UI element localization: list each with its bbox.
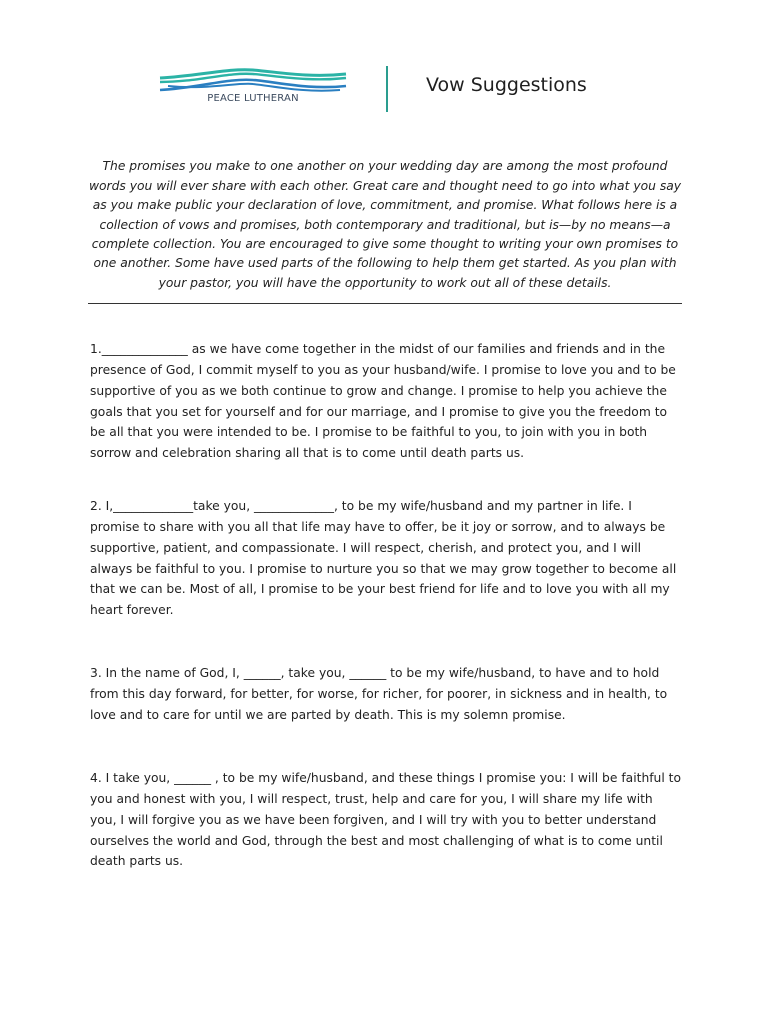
logo-waves-icon (158, 66, 348, 96)
vow-2: 2. I,_____________take you, _____________, to be my wife/husband and my partner in life. I promise to share with you all that life may have to offer, be it joy or sorrow, and to always be supportive, patient, and compassionate. I will respect, cherish, and protect you, and I will always be faithful to you. I promise to nurture you so that we may grow together to become all that we can be. Most of all, I promise to be your best friend for life and to love you with all my heart forever. (90, 499, 677, 618)
vow-3: 3. In the name of God, I, ______, take you, ______ to be my wife/husband, to have and to hold from this day forward, for better, for worse, for richer, for poorer, in sickness and in health, to love and to care for until we are parted by death. This is my solemn promise. (90, 666, 668, 722)
document-header (0, 0, 770, 130)
header-divider (386, 66, 388, 112)
intro-paragraph: The promises you make to one another on your wedding day are among the most profound words you will ever share with each other. Great care and thought need to go into what you say as you make public your declaration of love, commitment, and promise. What follows here is a collection of vows and promises, both contemporary and traditional, but is—by no means—a complete collection. You are encouraged to give some thought to writing your own promises to one another. Some have used parts of the following to help them get started. As you plan with your pastor, you will have the opportunity to work out all of these details. (88, 159, 682, 290)
vow-1: 1.______________ as we have come together in the midst of our families and friends and in the presence of God, I commit myself to you as your husband/wife. I promise to love you and to be supportive of you as we both continue to grow and change. I promise to help you achieve the goals that you set for yourself and for our marriage, and I promise to give you the freedom to be all that you were intended to be. I promise to be faithful to you, to join with you in both sorrow and celebration sharing all that is to come until death parts us. (90, 342, 676, 461)
logo-text: PEACE LUTHERAN (207, 93, 299, 104)
document-title: Vow Suggestions (426, 74, 587, 96)
peace-lutheran-logo (158, 66, 348, 110)
horizontal-rule (88, 303, 682, 304)
vow-4: 4. I take you, ______ , to be my wife/husband, and these things I promise you: I will be faithful to you and honest with you, I will respect, trust, help and care for you, I will share my life with you, I will forgive you as we have been forgiven, and I will try with you to better understand ourselves the world and God, through the best and most challenging of what is to come until death parts us. (90, 771, 682, 869)
